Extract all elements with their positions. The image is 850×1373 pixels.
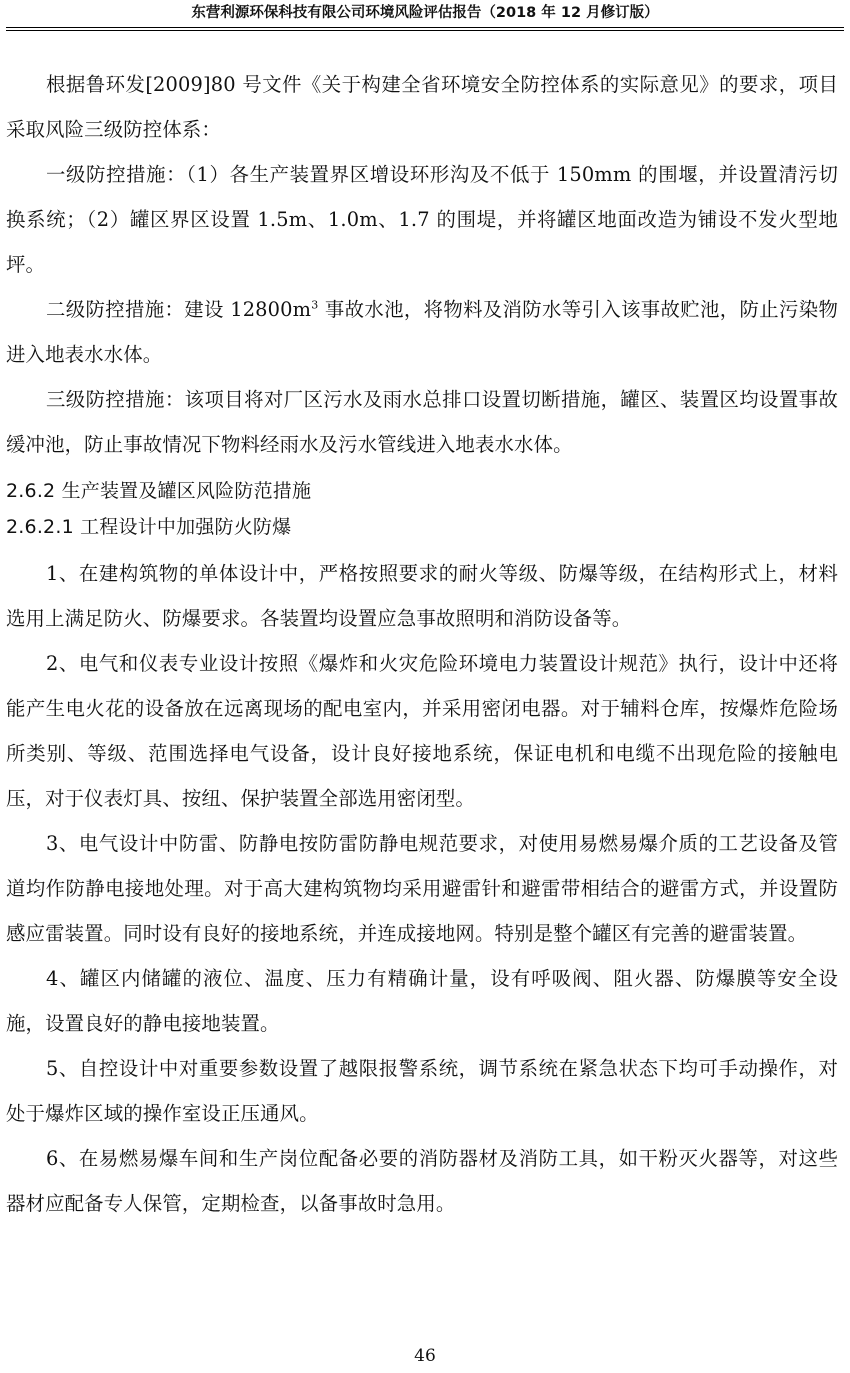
paragraph-level-three: 三级防控措施：该项目将对厂区污水及雨水总排口设置切断措施，罐区、装置区均设置事故缓冲池，防止事故情况下物料经雨水及污水管线进入地表水水体。 — [6, 388, 838, 456]
paragraph-level-one: 一级防控措施：（1）各生产装置界区增设环形沟及不低于 150mm 的围堰，并设置清污切换系统；（2）罐区界区设置 1.5m、1.0m、1.7 的围堤，并将罐区地面改造为铺设不发火型地坪。 — [6, 163, 838, 276]
paragraph-intro: 根据鲁环发[2009]80 号文件《关于构建全省环境安全防控体系的实际意见》的要求，项目采取风险三级防控体系： — [6, 73, 838, 141]
level-two-text-b: 事故水池，将物料及消防水等引入该事故贮池，防止污染物进入地表水水体。 — [6, 298, 838, 366]
body-text — [6, 62, 838, 1226]
section-heading: 2.6.2 生产装置及罐区风险防范措施 — [6, 480, 312, 502]
header-rule — [6, 27, 844, 31]
page-header: 东营利源环保科技有限公司环境风险评估报告（2018 年 12 月修订版） — [191, 5, 659, 21]
list-item-5: 5、自控设计中对重要参数设置了越限报警系统，调节系统在紧急状态下均可手动操作，对处于爆炸区域的操作室设正压通风。 — [6, 1057, 838, 1125]
subsection-heading: 2.6.2.1 工程设计中加强防火防爆 — [6, 516, 292, 538]
list-item-3: 3、电气设计中防雷、防静电按防雷防静电规范要求，对使用易燃易爆介质的工艺设备及管道均作防静电接地处理。对于高大建构筑物均采用避雷针和避雷带相结合的避雷方式，并设置防感应雷装置。同时设有良好的接地系统，并连成接地网。特别是整个罐区有完善的避雷装置。 — [6, 832, 838, 945]
unit-superscript: 3 — [311, 298, 319, 312]
page-number: 46 — [414, 1346, 436, 1366]
list-item-4: 4、罐区内储罐的液位、温度、压力有精确计量，设有呼吸阀、阻火器、防爆膜等安全设施，设置良好的静电接地装置。 — [6, 967, 838, 1035]
list-item-2: 2、电气和仪表专业设计按照《爆炸和火灾危险环境电力装置设计规范》执行，设计中还将能产生电火花的设备放在远离现场的配电室内，并采用密闭电器。对于辅料仓库，按爆炸危险场所类别、等级、范围选择电气设备，设计良好接地系统，保证电机和电缆不出现危险的接触电压，对于仪表灯具、按纽、保护装置全部选用密闭型。 — [6, 652, 838, 810]
list-item-1: 1、在建构筑物的单体设计中，严格按照要求的耐火等级、防爆等级，在结构形式上，材料选用上满足防火、防爆要求。各装置均设置应急事故照明和消防设备等。 — [6, 562, 838, 630]
paragraph-level-two — [6, 287, 838, 377]
level-two-text-a: 二级防控措施：建设 12800m — [46, 298, 312, 321]
list-item-6: 6、在易燃易爆车间和生产岗位配备必要的消防器材及消防工具，如干粉灭火器等，对这些器材应配备专人保管，定期检查，以备事故时急用。 — [6, 1147, 838, 1215]
